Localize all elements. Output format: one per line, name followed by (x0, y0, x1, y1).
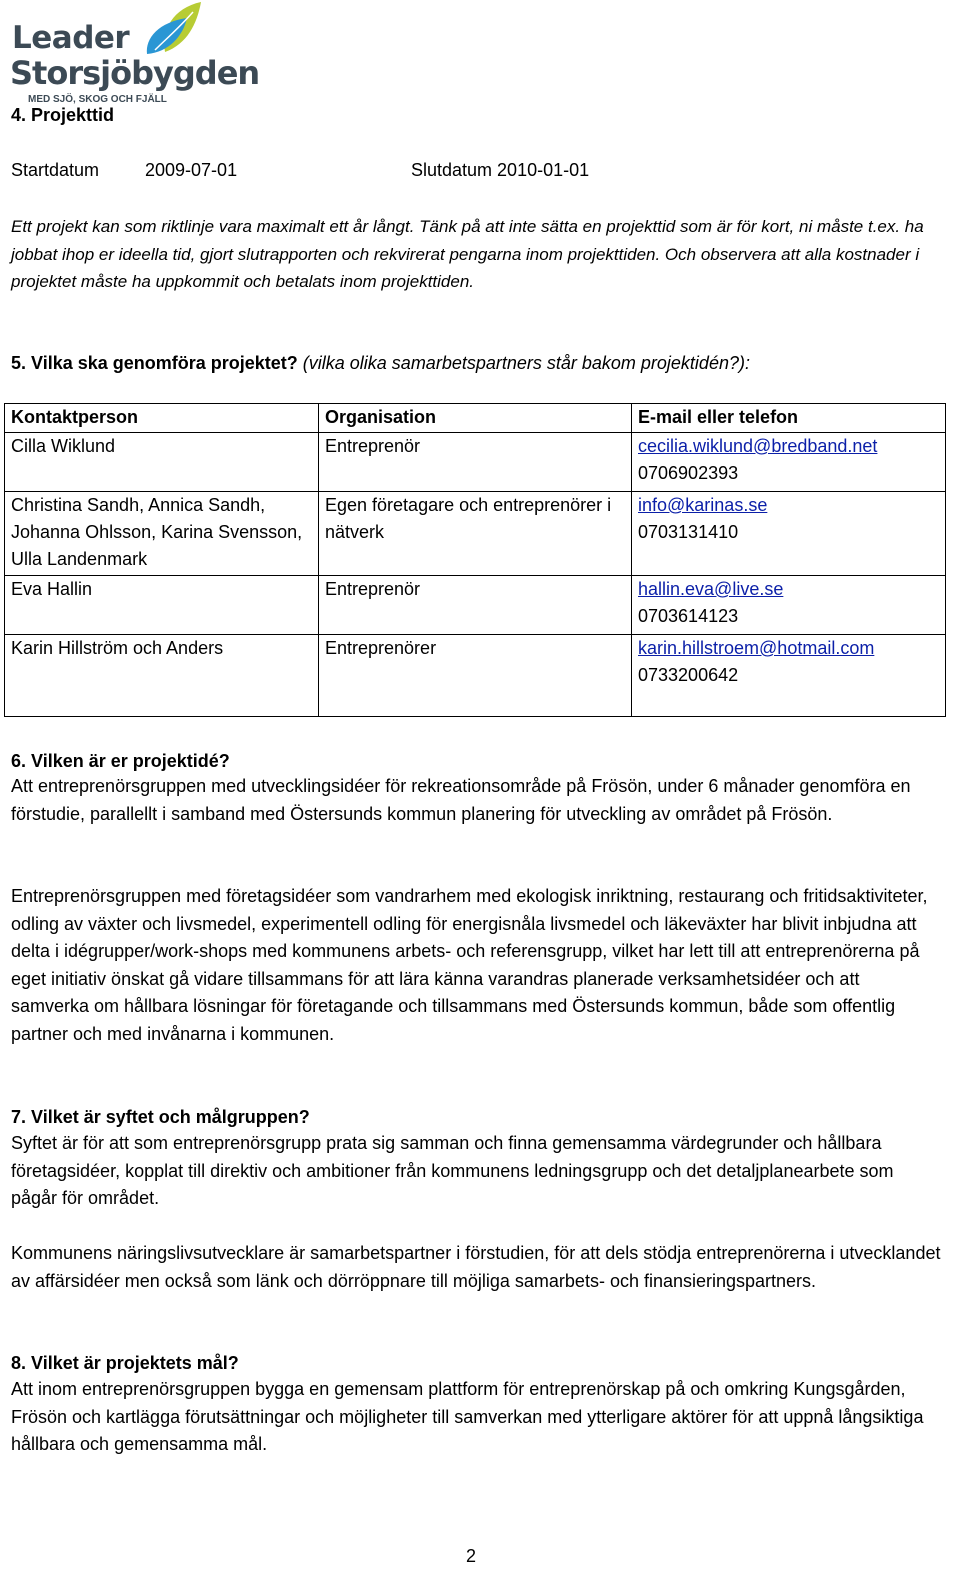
section5-heading-line (11, 352, 750, 374)
logo-tagline: MED SJÖ, SKOG OCH FJÄLL (28, 94, 167, 105)
cell-org: Entreprenör (319, 433, 632, 492)
section6-heading: 6. Vilken är er projektidé? (11, 751, 230, 771)
section8-heading: 8. Vilket är projektets mål? (11, 1353, 239, 1373)
cell-person: Eva Hallin (5, 576, 319, 635)
leaf-icon (135, 0, 205, 58)
email-link[interactable]: cecilia.wiklund@bredband.net (638, 436, 878, 456)
section7-paragraph1: Syftet är för att som entreprenörsgrupp prata sig samman och finna gemensamma värdegrunder och hållbara företagsidéer, kopplat till direktiv och ambitioner från kommunens ledningsgrupp och det detaljplanearbete som pågår för området. (11, 1133, 894, 1208)
email-link[interactable]: karin.hillstroem@hotmail.com (638, 638, 875, 658)
cell-contact (632, 433, 946, 492)
cell-org: Entreprenörer (319, 635, 632, 717)
cell-person: Cilla Wiklund (5, 433, 319, 492)
table-header-row (5, 404, 946, 433)
section5-heading: 5. Vilka ska genomföra projektet? (11, 353, 298, 373)
email-link[interactable]: info@karinas.se (638, 495, 768, 515)
section6-paragraph1: Att entreprenörsgruppen med utvecklingsidéer för rekreationsområde på Frösön, under 6 månader genomföra en förstudie, parallellt i samband med Östersunds kommun planering för utveckling av området på Frösön. (11, 776, 911, 824)
cell-org: Entreprenör (319, 576, 632, 635)
cell-person: Karin Hillström och Anders (5, 635, 319, 717)
cell-contact (632, 635, 946, 717)
email-link[interactable]: hallin.eva@live.se (638, 579, 784, 599)
cell-contact (632, 576, 946, 635)
header-kontaktperson: Kontaktperson (5, 404, 319, 433)
end-label: Slutdatum 2010-01-01 (411, 160, 590, 180)
section8-paragraph1: Att inom entreprenörsgruppen bygga en gemensam plattform för entreprenörskap på och omkring Kungsgården, Frösön och kartlägga förutsättningar och möjligheter till samverkan med ytterligare aktörer för att uppnå långsiktiga hållbara och gemensamma mål. (11, 1379, 924, 1454)
start-value: 2009-07-01 (145, 160, 238, 180)
section4-instruction: Ett projekt kan som riktlinje vara maximalt ett år långt. Tänk på att inte sätta en projekttid som är för kort, ni måste t.ex. ha jobbat ihop er ideella tid, gjort slutrapporten och rekvirerat pengarna inom projekttiden. Och observera att alla kostnader i projektet måste ha uppkommit och betalats inom projekttiden. (11, 217, 924, 291)
section7-heading: 7. Vilket är syftet och målgruppen? (11, 1107, 310, 1127)
header-email-telefon: E-mail eller telefon (632, 404, 946, 433)
header-organisation: Organisation (319, 404, 632, 433)
section6-paragraph2: Entreprenörsgruppen med företagsidéer som vandrarhem med ekologisk inriktning, restaurang och fritidsaktiviteter, odling av växter och livsmedel, experimentell odling för energisnåla livsmedel och läkeväxter har blivit inbjudna att delta i idégrupper/work-shops med kommunens arbets- och referensgrupp, vilket har lett till att entreprenörerna på eget initiativ önskat gå vidare tillsammans för att lära känna varandras planerade verksamhetsidéer och att samverka om hållbara lösningar för företagande och tillsammans med Östersunds kommun, både som offentlig partner och med invånarna i kommunen. (11, 886, 928, 1044)
section5-subheading: (vilka olika samarbetspartners står bakom projektidén?): (297, 353, 750, 373)
logo-line2: Storsjöbygden (10, 54, 260, 92)
start-label: Startdatum (11, 160, 100, 180)
cell-person: Christina Sandh, Annica Sandh, Johanna Ohlsson, Karina Svensson, Ulla Landenmark (5, 492, 319, 576)
contacts-table (4, 403, 946, 717)
page-number: 2 (466, 1546, 477, 1566)
leader-storsjobygden-logo (10, 0, 260, 108)
table-row (5, 576, 946, 635)
section7-paragraph2: Kommunens näringslivsutvecklare är samarbetspartner i förstudien, för att dels stödja entreprenörerna i utvecklandet av affärsidéer men också som länk och dörröppnare till möjliga samarbets- och finansieringspartners. (11, 1243, 941, 1291)
table-row (5, 492, 946, 576)
table-row (5, 433, 946, 492)
cell-contact (632, 492, 946, 576)
phone-number: 0703131410 (638, 522, 739, 542)
cell-org: Egen företagare och entreprenörer i nätverk (319, 492, 632, 576)
phone-number: 0706902393 (638, 463, 739, 483)
phone-number: 0703614123 (638, 606, 739, 626)
table-row (5, 635, 946, 717)
section4-heading: 4. Projekttid (11, 105, 115, 125)
phone-number: 0733200642 (638, 665, 739, 685)
logo-line1: Leader (12, 20, 130, 56)
